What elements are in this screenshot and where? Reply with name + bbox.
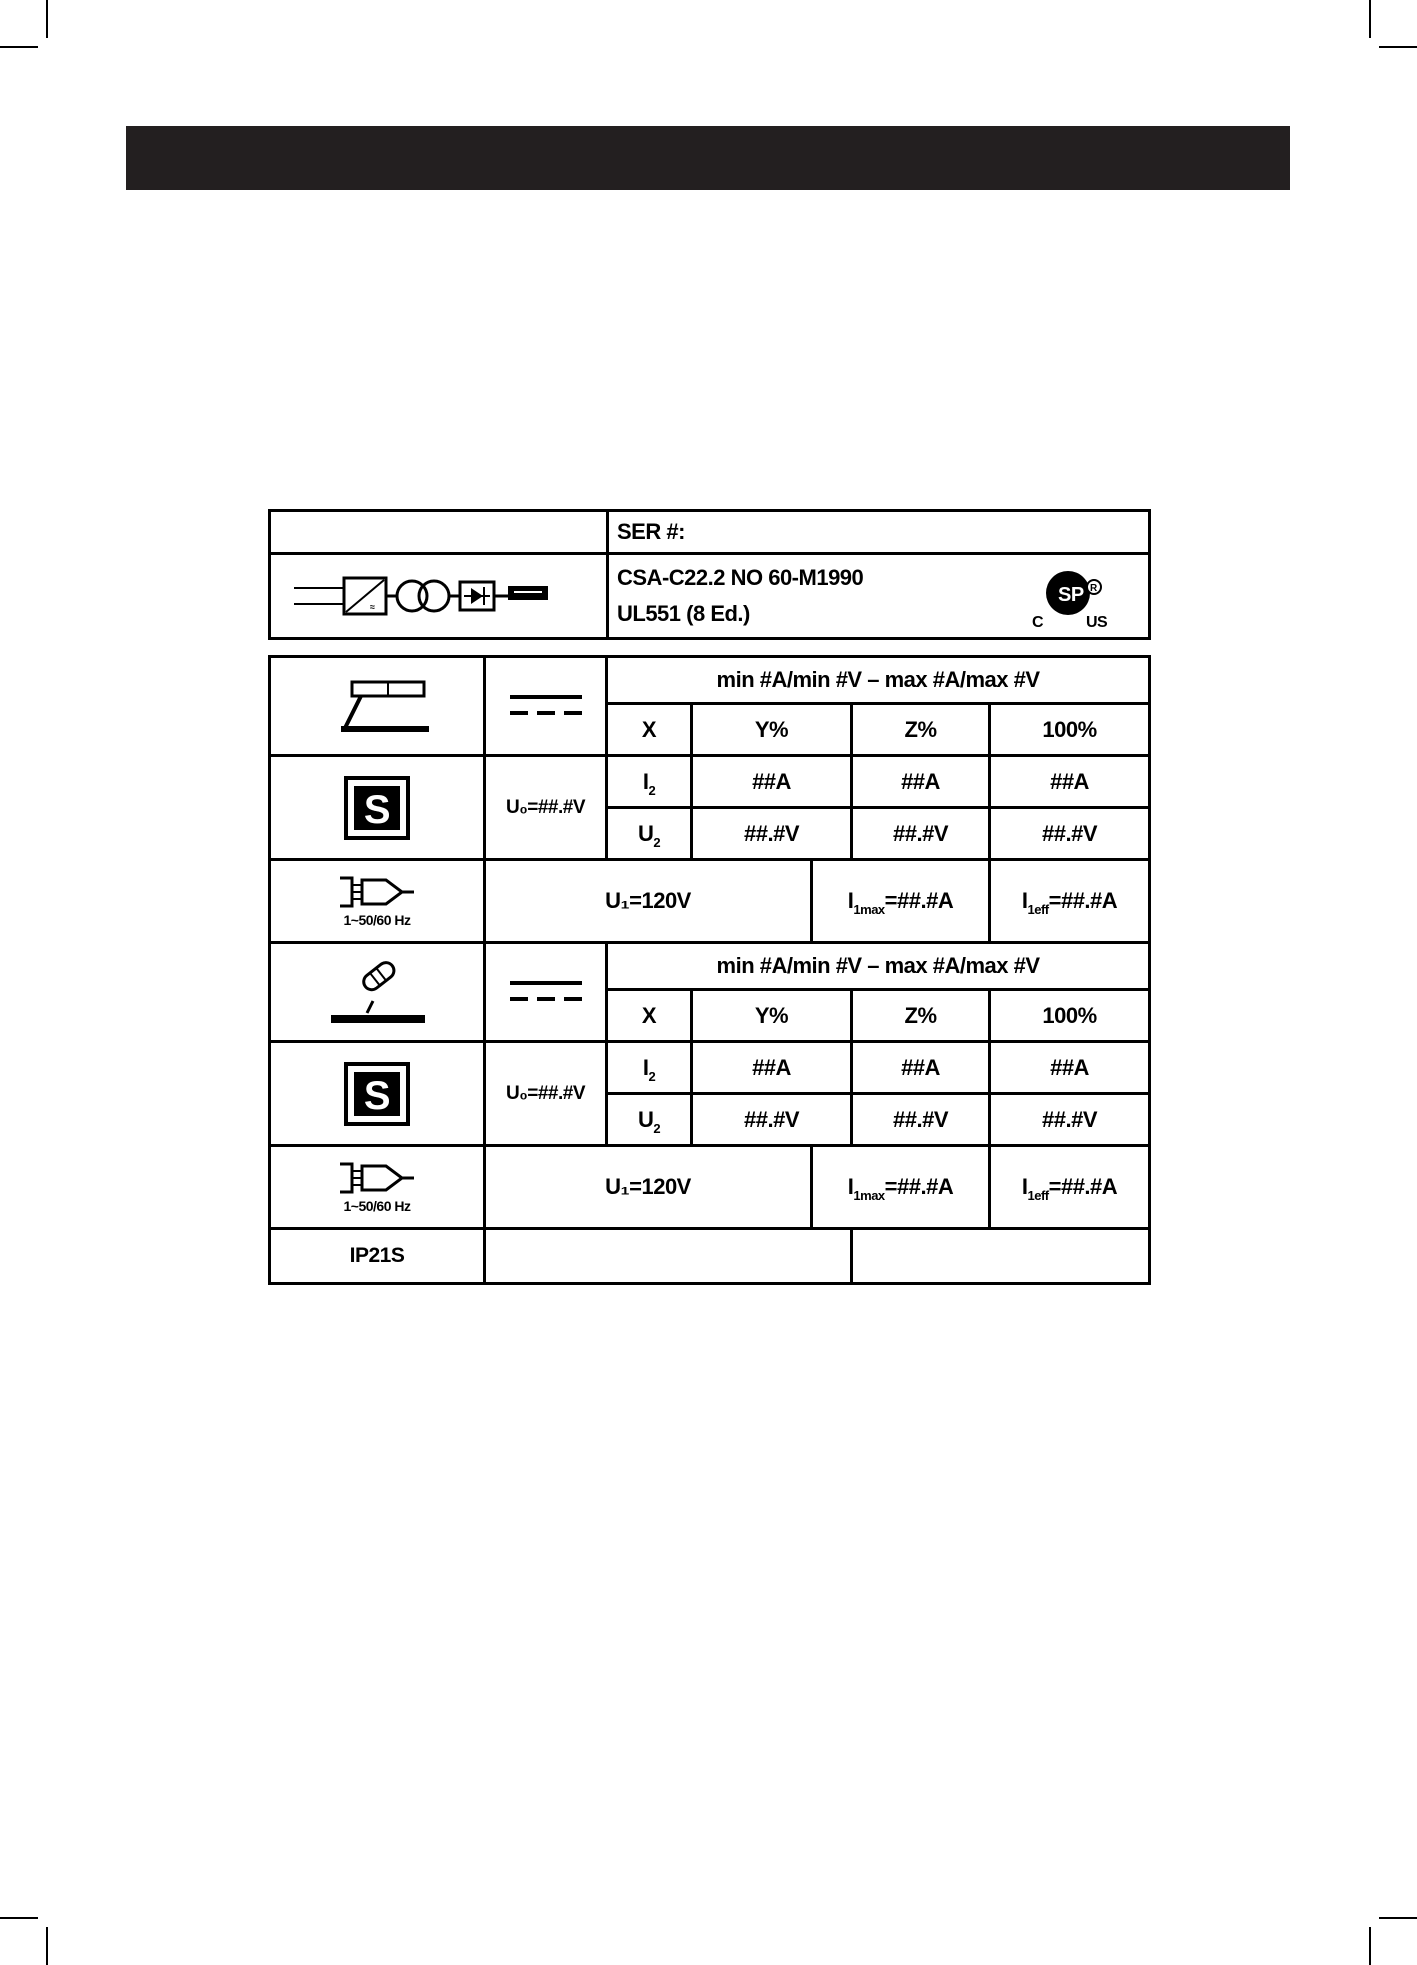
i2-value-y: ##A <box>692 756 852 808</box>
duty-header-100: 100% <box>990 990 1150 1042</box>
header-bar <box>126 126 1290 190</box>
supply-plug-cell <box>270 1146 485 1229</box>
cert-mark-right: US <box>1086 614 1108 631</box>
s-symbol-cell <box>270 756 485 860</box>
crop-mark <box>46 1927 48 1965</box>
i2-value-z: ##A <box>852 1042 990 1094</box>
u2-value-100: ##.#V <box>990 1094 1150 1146</box>
rating-plate-header <box>268 509 1151 640</box>
duty-header-z: Z% <box>852 990 990 1042</box>
svg-text:SP: SP <box>1058 584 1084 606</box>
u2-value-y: ##.#V <box>692 1094 852 1146</box>
no-load-voltage-cell: U₀=##.#V <box>485 1042 607 1146</box>
standards-cell <box>608 554 1150 639</box>
blank-footer-cell <box>485 1229 852 1284</box>
svg-text:≈: ≈ <box>369 602 374 612</box>
crop-mark <box>0 1917 38 1919</box>
output-range-cell: min #A/min #V – max #A/max #V <box>607 657 1150 704</box>
model-cell <box>270 511 608 554</box>
supply-plug-cell <box>270 860 485 943</box>
s-safety-mark-icon <box>342 1061 412 1127</box>
serial-number-cell <box>608 511 1150 554</box>
csa-certification-mark-icon <box>1028 561 1120 633</box>
crop-mark <box>46 0 48 38</box>
blank-footer-cell <box>852 1229 1150 1284</box>
duty-header-z: Z% <box>852 704 990 756</box>
supply-i1eff-cell: $I_{1eff}=\#\#.\#A$ <box>990 860 1150 943</box>
dc-current-icon <box>506 691 586 721</box>
i2-value-y: ##A <box>692 1042 852 1094</box>
dc-output-cell <box>485 657 607 756</box>
dc-output-cell <box>485 943 607 1042</box>
u2-label-cell: $U_2$ <box>607 808 692 860</box>
duty-header-x: X <box>607 704 692 756</box>
u2-value-z: ##.#V <box>852 808 990 860</box>
crop-mark <box>1379 46 1417 48</box>
supply-voltage-cell: U₁=120V <box>485 1146 812 1229</box>
standard-line: UL551 (8 Ed.) <box>617 601 750 626</box>
i2-value-z: ##A <box>852 756 990 808</box>
stick-welding-process-icon <box>317 957 437 1027</box>
i2-label-cell: $I_2$ <box>607 756 692 808</box>
svg-text:S: S <box>363 1073 391 1118</box>
supply-frequency: 1~50/60 Hz <box>343 912 411 928</box>
crop-mark <box>1369 1927 1371 1965</box>
mig-process-cell <box>270 657 485 756</box>
crop-mark <box>1379 1917 1417 1919</box>
cert-mark-left: C <box>1032 614 1044 631</box>
dc-current-icon <box>506 977 586 1007</box>
power-plug-icon <box>322 874 432 910</box>
power-plug-icon <box>322 1160 432 1196</box>
duty-header-y: Y% <box>692 704 852 756</box>
mig-welding-process-icon <box>317 676 437 736</box>
duty-header-100: 100% <box>990 704 1150 756</box>
standard-line: CSA-C22.2 NO 60-M1990 <box>617 565 864 590</box>
i2-value-100: ##A <box>990 756 1150 808</box>
serial-label: SER #: <box>617 519 685 544</box>
u2-value-z: ##.#V <box>852 1094 990 1146</box>
cert-registered-mark: R <box>1090 583 1097 594</box>
no-load-voltage-cell: U₀=##.#V <box>485 756 607 860</box>
u2-label-cell: $U_2$ <box>607 1094 692 1146</box>
crop-mark <box>0 46 38 48</box>
inverter-circuit-cell <box>270 554 608 639</box>
supply-voltage-cell: U₁=120V <box>485 860 812 943</box>
u2-value-100: ##.#V <box>990 808 1150 860</box>
crop-mark <box>1369 0 1371 38</box>
s-safety-mark-icon <box>342 775 412 841</box>
s-symbol-cell <box>270 1042 485 1146</box>
i2-value-100: ##A <box>990 1042 1150 1094</box>
supply-i1max-cell: $I_{1max}=\#\#.\#A$ <box>812 860 990 943</box>
i2-label-cell: $I_2$ <box>607 1042 692 1094</box>
supply-i1max-cell: $I_{1max}=\#\#.\#A$ <box>812 1146 990 1229</box>
output-range-cell: min #A/min #V – max #A/max #V <box>607 943 1150 990</box>
rating-plate-main <box>268 655 1151 1285</box>
inverter-circuit-symbol-icon <box>294 570 584 622</box>
duty-header-y: Y% <box>692 990 852 1042</box>
u2-value-y: ##.#V <box>692 808 852 860</box>
stick-process-cell <box>270 943 485 1042</box>
ip-rating-cell: IP21S <box>270 1229 485 1284</box>
duty-header-x: X <box>607 990 692 1042</box>
supply-frequency: 1~50/60 Hz <box>343 1198 411 1214</box>
supply-i1eff-cell: $I_{1eff}=\#\#.\#A$ <box>990 1146 1150 1229</box>
svg-text:S: S <box>363 787 391 832</box>
